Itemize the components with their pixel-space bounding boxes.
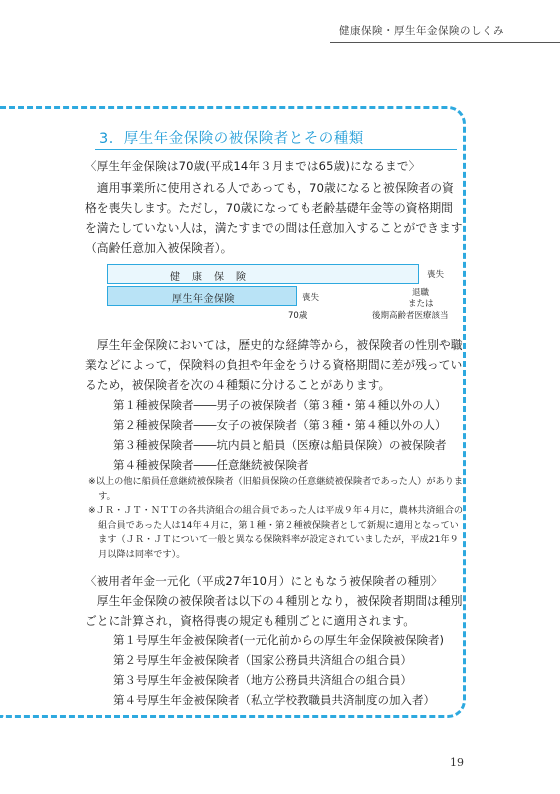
list-item: 第３号厚生年金被保険者（地方公務員共済組合の組合員） xyxy=(113,673,412,687)
title-underline xyxy=(95,149,457,150)
paragraph-four-types xyxy=(85,335,463,395)
paragraph-text: 適用事業所に使用される人であっても，70歳になると被保険者の資格を喪失します。ただし，70歳になっても老齢基礎年金等の資格期間を満たしていない人は，満たすまでの間は任意加入することができます（高齢任意加入被保険者）。 xyxy=(85,181,463,255)
note-seamen: ※以上の他に船員任意継続被保険者（旧船員保険の任意継続被保険者であった人）があります。 xyxy=(88,476,464,502)
insured-types-list xyxy=(113,395,447,475)
note-jr-jt-ntt: ※ＪＲ・ＪＴ・ＮＴＴの各共済組合の組合員であった人は平成９年４月に，農林共済組合の組合員であった人は14年４月に，第１種・第２種被保険者として新規に適用となっています（ＪＲ・ＪＴについて一般と異なる保険料率が設定されていましたが，平成21年９月以降は同率です）。 xyxy=(88,505,464,560)
list-item: 第４号厚生年金被保険者（私立学校教職員共済制度の加入者） xyxy=(113,693,435,707)
kosei-nenkin-bar xyxy=(107,286,297,306)
kenko-hoken-bar xyxy=(107,264,419,284)
soshitsu-label-right: 喪失 xyxy=(427,270,445,280)
page-number: 19 xyxy=(450,756,464,769)
paragraph-age-70 xyxy=(85,178,463,258)
paragraph-text: 厚生年金保険の被保険者は以下の４種別となり，被保険者期間は種別ごとに計算され，資格得喪の規定も種別ごとに適用されます。 xyxy=(85,594,463,628)
age-70-label: 70歳 xyxy=(288,311,308,321)
running-header: 健康保険・厚生年金保険のしくみ xyxy=(339,25,504,37)
soshitsu-label-mid: 喪失 xyxy=(302,293,320,303)
list-item: 第１種被保険者――男子の被保険者（第３種・第４種以外の人） xyxy=(113,398,447,412)
koki-label: 後期高齢者医療該当 xyxy=(372,311,449,321)
list-item: 第３種被保険者――坑内員と船員（医療は船員保険）の被保険者 xyxy=(113,438,447,452)
kosei-types-list xyxy=(113,630,444,710)
subhead-age-70: 〈厚生年金保険は70歳(平成14年３月までは65歳)になるまで〉 xyxy=(85,159,421,173)
subhead-unification: 〈被用者年金一元化（平成27年10月）にともなう被保険者の種別〉 xyxy=(85,574,443,588)
taishoku-label: 退職 xyxy=(412,288,430,298)
list-item: 第４種被保険者――任意継続被保険者 xyxy=(113,458,309,472)
list-item: 第１号厚生年金被保険者(一元化前からの厚生年金保険被保険者) xyxy=(113,633,444,647)
kenko-hoken-label: 健 康 保 険 xyxy=(170,272,247,283)
paragraph-text: 厚生年金保険においては，歴史的な経緯等から，被保険者の性別や職業などによって，保険料の負担や年金をうける資格期間に差が残っているため，被保険者を次の４種類に分けることがあります。 xyxy=(85,338,463,392)
section-title: 3．厚生年金保険の被保険者とその種類 xyxy=(99,131,364,147)
list-item: 第２号厚生年金被保険者（国家公務員共済組合の組合員） xyxy=(113,653,412,667)
matawa-label: または xyxy=(408,299,434,309)
list-item: 第２種被保険者――女子の被保険者（第３種・第４種以外の人） xyxy=(113,418,447,432)
notes xyxy=(88,475,464,562)
header-rule xyxy=(330,42,560,43)
kosei-nenkin-label: 厚生年金保険 xyxy=(172,294,235,305)
paragraph-unification xyxy=(85,591,463,631)
